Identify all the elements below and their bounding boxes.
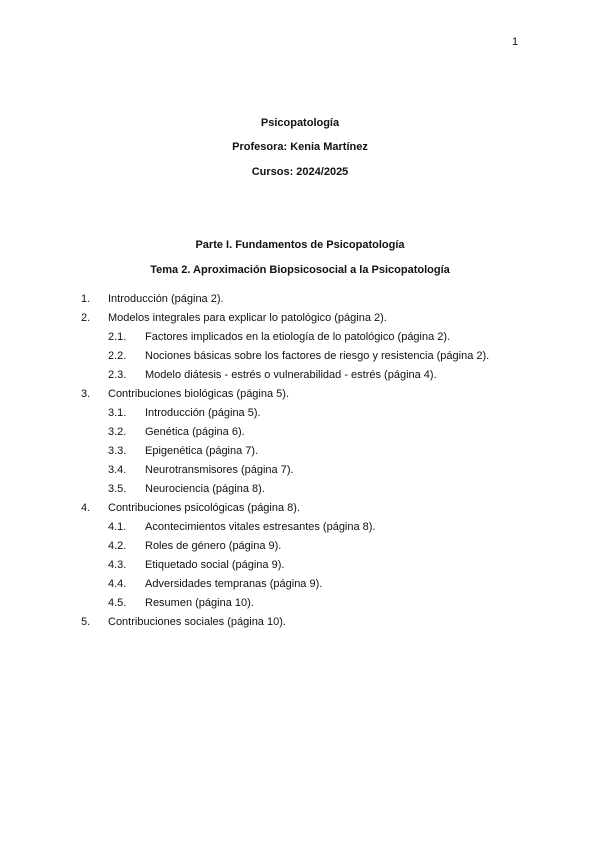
toc-item-text: Nociones básicas sobre los factores de riesgo y resistencia (página 2). (145, 350, 490, 362)
toc-item-number: 4.2. (108, 540, 127, 552)
toc-item-text: Genética (página 6). (145, 426, 245, 438)
toc-item-number: 2.3. (108, 369, 127, 381)
toc-item-number: 3.3. (108, 445, 127, 457)
part-heading: Parte I. Fundamentos de Psicopatología (195, 239, 405, 251)
academic-years: Cursos: 2024/2025 (251, 166, 349, 178)
toc-subitem (0, 425, 600, 444)
page-number: 1 (512, 36, 519, 48)
toc-item-number: 4.4. (108, 578, 127, 590)
toc-subitem (0, 406, 600, 425)
toc-item (0, 311, 600, 330)
toc-subitem (0, 577, 600, 596)
toc-item-text: Contribuciones biológicas (página 5). (108, 388, 289, 400)
toc-subitem (0, 463, 600, 482)
toc-item-text: Contribuciones psicológicas (página 8). (108, 502, 300, 514)
toc-item-text: Adversidades tempranas (página 9). (145, 578, 323, 590)
toc-item-text: Etiquetado social (página 9). (145, 559, 285, 571)
toc-item-text: Roles de género (página 9). (145, 540, 282, 552)
toc-item-number: 3.1. (108, 407, 127, 419)
toc-item-number: 3.4. (108, 464, 127, 476)
toc-item-number: 4.3. (108, 559, 127, 571)
toc-item-text: Resumen (página 10). (145, 597, 254, 609)
toc-item-number: 2.2. (108, 350, 127, 362)
toc-item (0, 292, 600, 311)
toc-subitem (0, 349, 600, 368)
toc-item-number: 4. (81, 502, 91, 514)
toc-item-text: Introducción (página 2). (108, 293, 224, 305)
toc-item-text: Modelo diátesis - estrés o vulnerabilidad - estrés (página 4). (145, 369, 437, 381)
toc-subitem (0, 482, 600, 501)
toc-subitem (0, 444, 600, 463)
course-title: Psicopatología (260, 117, 340, 129)
toc-item-text: Epigenética (página 7). (145, 445, 259, 457)
toc-item-text: Contribuciones sociales (página 10). (108, 616, 286, 628)
professor-line: Profesora: Kenia Martínez (232, 141, 368, 153)
toc-item-number: 4.1. (108, 521, 127, 533)
toc-item-number: 3.5. (108, 483, 127, 495)
toc-subitem (0, 330, 600, 349)
topic-heading: Tema 2. Aproximación Biopsicosocial a la Psicopatología (150, 264, 450, 276)
toc-item-number: 2. (81, 312, 91, 324)
toc-subitem (0, 539, 600, 558)
toc-item (0, 387, 600, 406)
toc-item-number: 4.5. (108, 597, 127, 609)
toc-subitem (0, 520, 600, 539)
toc-item-text: Neurotransmisores (página 7). (145, 464, 294, 476)
toc-item-text: Modelos integrales para explicar lo patológico (página 2). (108, 312, 387, 324)
table-of-contents (0, 292, 600, 634)
toc-subitem (0, 596, 600, 615)
toc-item (0, 615, 600, 634)
toc-subitem (0, 368, 600, 387)
toc-item-text: Factores implicados en la etiología de lo patológico (página 2). (145, 331, 451, 343)
toc-item-number: 3.2. (108, 426, 127, 438)
toc-item (0, 501, 600, 520)
toc-item-text: Acontecimientos vitales estresantes (página 8). (145, 521, 376, 533)
toc-item-number: 3. (81, 388, 91, 400)
toc-item-number: 2.1. (108, 331, 127, 343)
toc-item-text: Neurociencia (página 8). (145, 483, 265, 495)
toc-item-number: 5. (81, 616, 91, 628)
toc-item-number: 1. (81, 293, 91, 305)
toc-subitem (0, 558, 600, 577)
toc-item-text: Introducción (página 5). (145, 407, 261, 419)
